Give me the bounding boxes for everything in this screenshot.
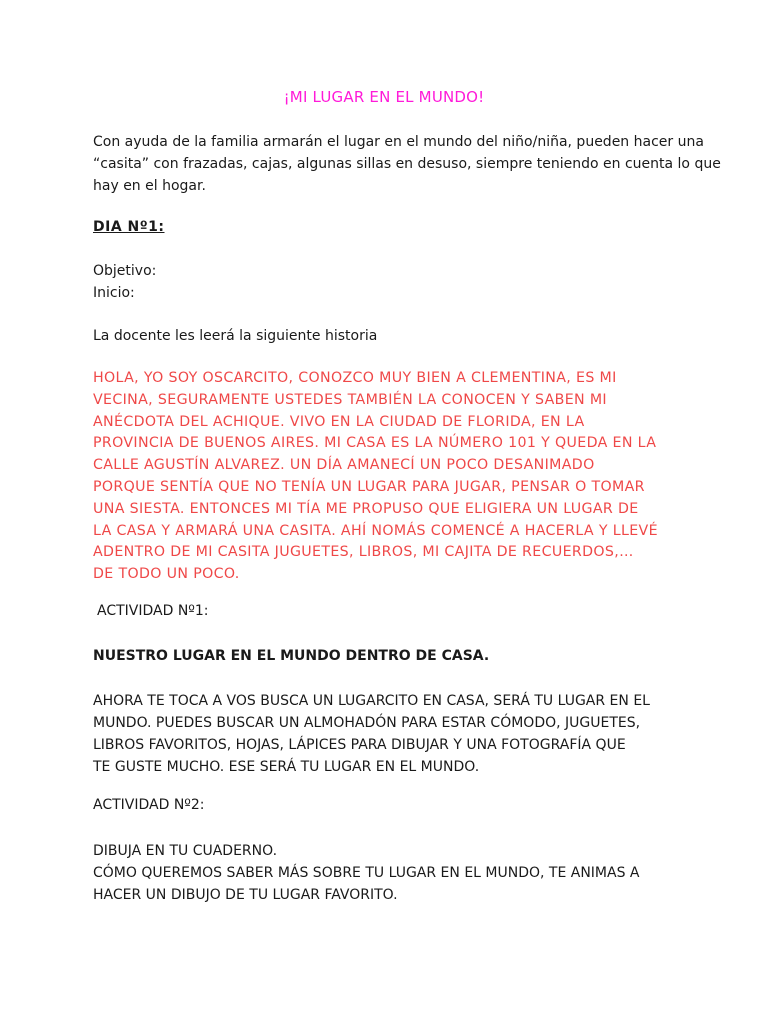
story-paragraph	[93, 368, 693, 586]
story-line: CALLE AGUSTÍN ALVAREZ. UN DÍA AMANECÍ UN POCO DESANIMADO	[93, 457, 595, 474]
objective-label: Objetivo:	[93, 263, 157, 279]
story-line: VECINA, SEGURAMENTE USTEDES TAMBIÉN LA CONOCEN Y SABEN MI	[93, 391, 607, 408]
story-line: ANÉCDOTA DEL ACHIQUE. VIVO EN LA CIUDAD DE FLORIDA, EN LA	[93, 413, 585, 430]
intro-paragraph	[93, 131, 721, 197]
story-line: UNA SIESTA. ENTONCES MI TÍA ME PROPUSO QUE ELIGIERA UN LUGAR DE	[93, 500, 639, 517]
story-line: DE TODO UN POCO.	[93, 566, 240, 583]
intro-line: Con ayuda de la familia armarán el lugar en el mundo del niño/niña, pueden hacer una	[93, 134, 704, 150]
activity1-paragraph	[93, 690, 693, 778]
activity1-label: ACTIVIDAD Nº1:	[97, 603, 209, 619]
activity2-line: CÓMO QUEREMOS SABER MÁS SOBRE TU LUGAR EN EL MUNDO, TE ANIMAS A	[93, 865, 640, 881]
activity1-line: TE GUSTE MUCHO. ESE SERÁ TU LUGAR EN EL MUNDO.	[93, 759, 480, 775]
story-line: LA CASA Y ARMARÁ UNA CASITA. AHÍ NOMÁS COMENCÉ A HACERLA Y LLEVÉ	[93, 522, 658, 539]
day-heading: DIA Nº1:	[93, 219, 165, 235]
activity1-heading: NUESTRO LUGAR EN EL MUNDO DENTRO DE CASA.	[93, 648, 490, 664]
activity2-paragraph	[93, 840, 693, 906]
objective-block	[93, 260, 693, 304]
intro-line: “casita” con frazadas, cajas, algunas sillas en desuso, siempre teniendo en cuenta lo que	[93, 156, 721, 172]
story-line: HOLA, YO SOY OSCARCITO, CONOZCO MUY BIEN A CLEMENTINA, ES MI	[93, 370, 617, 386]
activity1-line: MUNDO. PUEDES BUSCAR UN ALMOHADÓN PARA ESTAR CÓMODO, JUGUETES,	[93, 715, 641, 731]
story-line: PROVINCIA DE BUENOS AIRES. MI CASA ES LA NÚMERO 101 Y QUEDA EN LA	[93, 435, 657, 452]
story-line: PORQUE SENTÍA QUE NO TENÍA UN LUGAR PARA JUGAR, PENSAR O TOMAR	[93, 478, 645, 495]
document-title: ¡MI LUGAR EN EL MUNDO!	[283, 88, 485, 106]
activity1-line: AHORA TE TOCA A VOS BUSCA UN LUGARCITO EN CASA, SERÁ TU LUGAR EN EL	[93, 693, 650, 709]
activity2-line: HACER UN DIBUJO DE TU LUGAR FAVORITO.	[93, 887, 398, 903]
start-label: Inicio:	[93, 285, 135, 301]
story-intro: La docente les leerá la siguiente historia	[93, 328, 378, 344]
intro-line: hay en el hogar.	[93, 178, 206, 194]
story-line: ADENTRO DE MI CASITA JUGUETES, LIBROS, MI CAJITA DE RECUERDOS,…	[93, 544, 634, 561]
activity1-line: LIBROS FAVORITOS, HOJAS, LÁPICES PARA DIBUJAR Y UNA FOTOGRAFÍA QUE	[93, 737, 626, 753]
activity2-label: ACTIVIDAD Nº2:	[93, 797, 205, 813]
activity2-line: DIBUJA EN TU CUADERNO.	[93, 843, 278, 859]
